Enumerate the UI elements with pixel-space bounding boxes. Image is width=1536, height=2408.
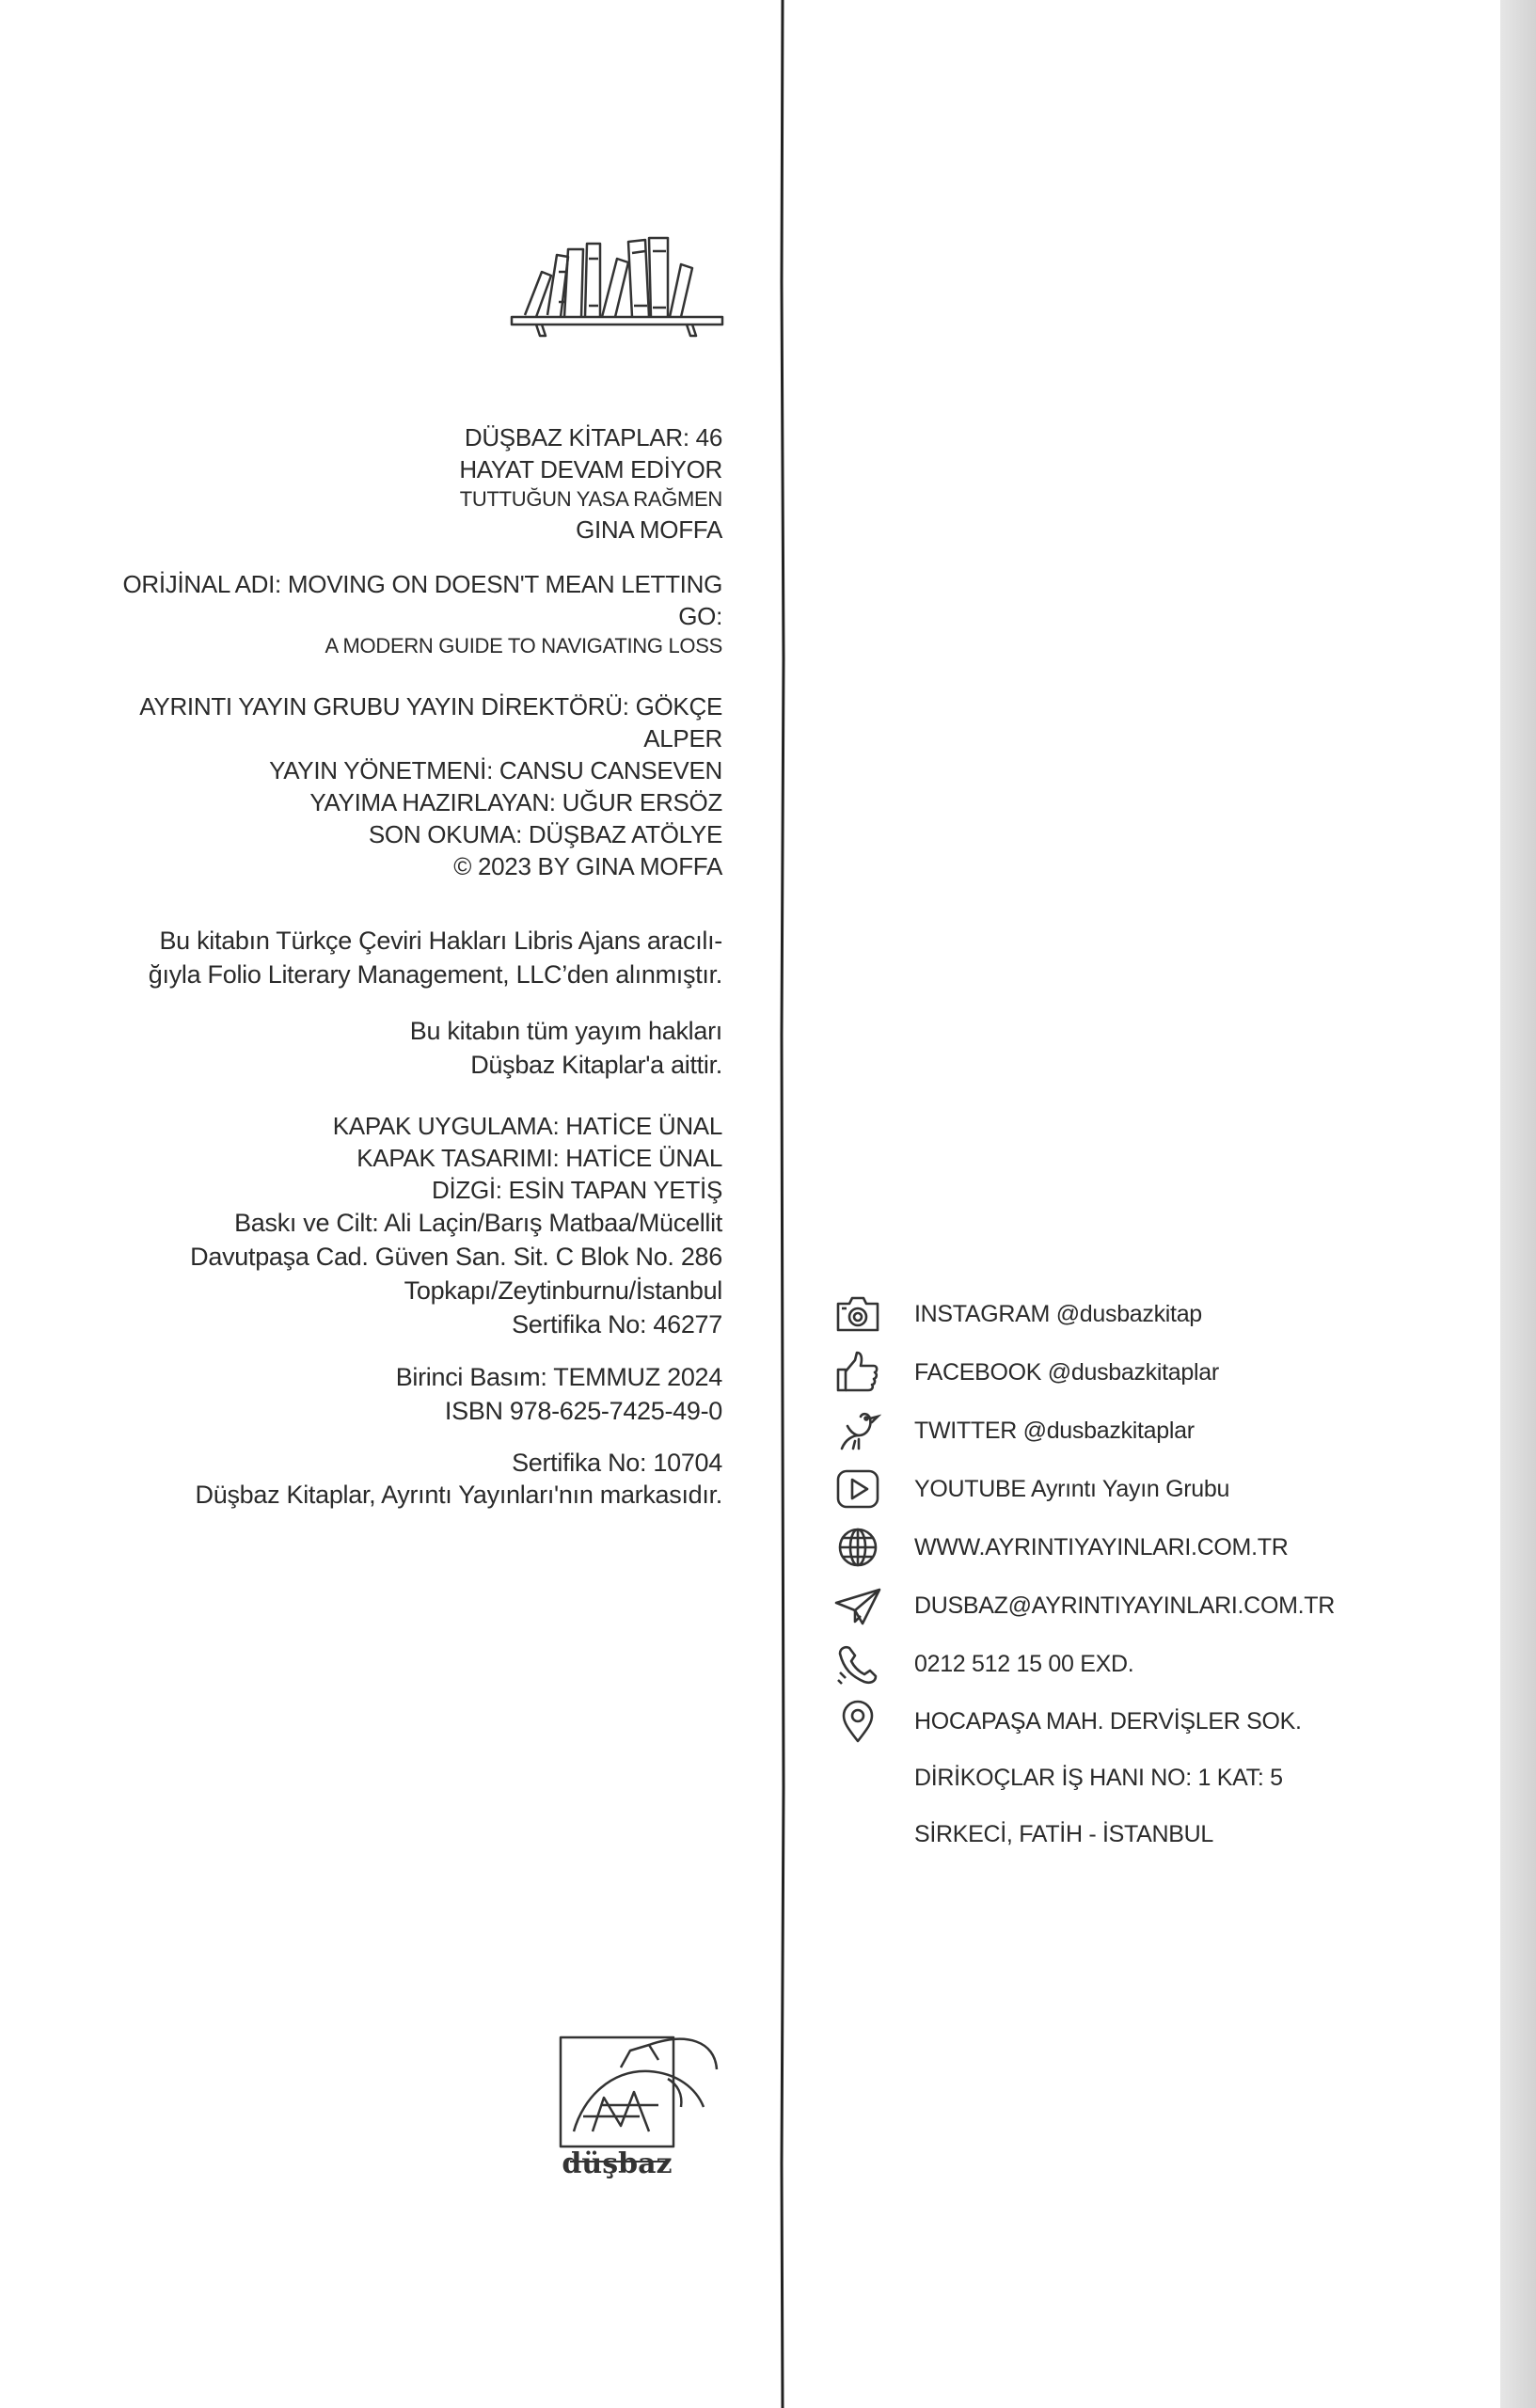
pubrights-line1: Bu kitabın tüm yayım hakları	[409, 1017, 722, 1045]
play-button-icon	[834, 1465, 881, 1513]
original-title-block	[83, 568, 722, 660]
print-line4: Sertifika No: 46277	[512, 1310, 722, 1339]
contact-website[interactable]	[839, 1518, 1328, 1576]
website-url: WWW.AYRINTIYAYINLARI.COM.TR	[914, 1533, 1289, 1560]
contact-instagram[interactable]	[839, 1285, 1328, 1343]
contact-address-line2	[839, 1750, 1328, 1806]
address-line2: DİRİKOÇLAR İŞ HANI NO: 1 KAT: 5	[914, 1764, 1283, 1791]
book-subtitle: TUTTUĞUN YASA RAĞMEN	[459, 487, 722, 511]
copyright: © 2023 BY GINA MOFFA	[453, 852, 722, 880]
title-block	[83, 453, 722, 546]
globe-icon	[834, 1524, 881, 1571]
thumbs-up-icon	[834, 1349, 881, 1396]
contact-email[interactable]	[839, 1576, 1335, 1635]
bird-icon	[834, 1407, 881, 1454]
contact-twitter[interactable]	[839, 1402, 1328, 1460]
series-number: DÜŞBAZ KİTAPLAR: 46	[464, 423, 722, 452]
book-author: GINA MOFFA	[576, 515, 722, 544]
cover-application: KAPAK UYGULAMA: HATİCE ÜNAL	[332, 1112, 722, 1140]
publishing-editor: YAYIN YÖNETMENİ: CANSU CANSEVEN	[269, 756, 722, 784]
logo-wordmark: düşbaz	[562, 2147, 673, 2180]
location-pin-icon	[834, 1698, 881, 1745]
first-print: Birinci Basım: TEMMUZ 2024	[395, 1363, 722, 1391]
contact-youtube[interactable]	[839, 1460, 1328, 1518]
colophon-left	[83, 421, 722, 1511]
rights-line1: Bu kitabın Türkçe Çeviri Hakları Libris Ajans aracılı-	[159, 927, 722, 955]
rights-line2: ğıyla Folio Literary Management, LLC’den alınmıştır.	[148, 960, 722, 989]
page-edge-shadow	[1500, 0, 1536, 2408]
facebook-handle: FACEBOOK @dusbazkitaplar	[914, 1358, 1219, 1386]
vertical-divider	[777, 0, 788, 2408]
printing-info	[83, 1206, 722, 1341]
instagram-handle: INSTAGRAM @dusbazkitap	[914, 1300, 1202, 1327]
proofread: SON OKUMA: DÜŞBAZ ATÖLYE	[368, 820, 722, 848]
pubrights-line2: Düşbaz Kitaplar'a aittir.	[470, 1051, 722, 1079]
twitter-handle: TWITTER @dusbazkitaplar	[914, 1417, 1195, 1444]
bookshelf-icon	[508, 230, 726, 343]
phone-number: 0212 512 15 00 EXD.	[914, 1650, 1134, 1677]
original-title-line1: ORİJİNAL ADI: MOVING ON DOESN'T MEAN LETTING GO:	[122, 570, 722, 630]
print-line1: Baskı ve Cilt: Ali Laçin/Barış Matbaa/Mücellit	[234, 1209, 722, 1237]
translation-rights	[83, 924, 722, 991]
original-title-line2: A MODERN GUIDE TO NAVIGATING LOSS	[325, 634, 722, 657]
contact-address-line3	[839, 1806, 1328, 1862]
camera-icon	[834, 1291, 881, 1338]
edition-info	[83, 1360, 722, 1428]
email-address: DUSBAZ@AYRINTIYAYINLARI.COM.TR	[914, 1592, 1335, 1619]
isbn: ISBN 978-625-7425-49-0	[444, 1397, 722, 1425]
publishing-director: AYRINTI YAYIN GRUBU YAYIN DİREKTÖRÜ: GÖKÇE ALPER	[139, 692, 722, 752]
address-line3: SİRKECİ, FATİH - İSTANBUL	[914, 1820, 1214, 1847]
dusbaz-logo	[555, 2032, 724, 2182]
preparer: YAYIMA HAZIRLAYAN: UĞUR ERSÖZ	[309, 788, 722, 816]
address-line1: HOCAPAŞA MAH. DERVİŞLER SOK.	[914, 1707, 1302, 1735]
paper-plane-icon	[834, 1582, 881, 1629]
cover-design: KAPAK TASARIMI: HATİCE ÜNAL	[356, 1144, 722, 1172]
contact-address	[839, 1693, 1328, 1750]
contact-phone[interactable]	[839, 1635, 1328, 1693]
youtube-channel: YOUTUBE Ayrıntı Yayın Grubu	[914, 1475, 1230, 1502]
contact-facebook[interactable]	[839, 1343, 1328, 1402]
telephone-icon	[834, 1640, 881, 1687]
certificate-number: Sertifika No: 10704	[512, 1449, 722, 1477]
brand-note: Düşbaz Kitaplar, Ayrıntı Yayınları'nın markasıdır.	[195, 1481, 722, 1509]
contact-list	[839, 1285, 1335, 1862]
print-line3: Topkapı/Zeytinburnu/İstanbul	[404, 1276, 722, 1305]
book-title: HAYAT DEVAM EDİYOR	[459, 455, 722, 483]
print-line2: Davutpaşa Cad. Güven San. Sit. C Blok No. 286	[190, 1243, 722, 1271]
publication-rights	[83, 1014, 722, 1082]
typesetting: DİZGİ: ESİN TAPAN YETİŞ	[431, 1176, 722, 1204]
